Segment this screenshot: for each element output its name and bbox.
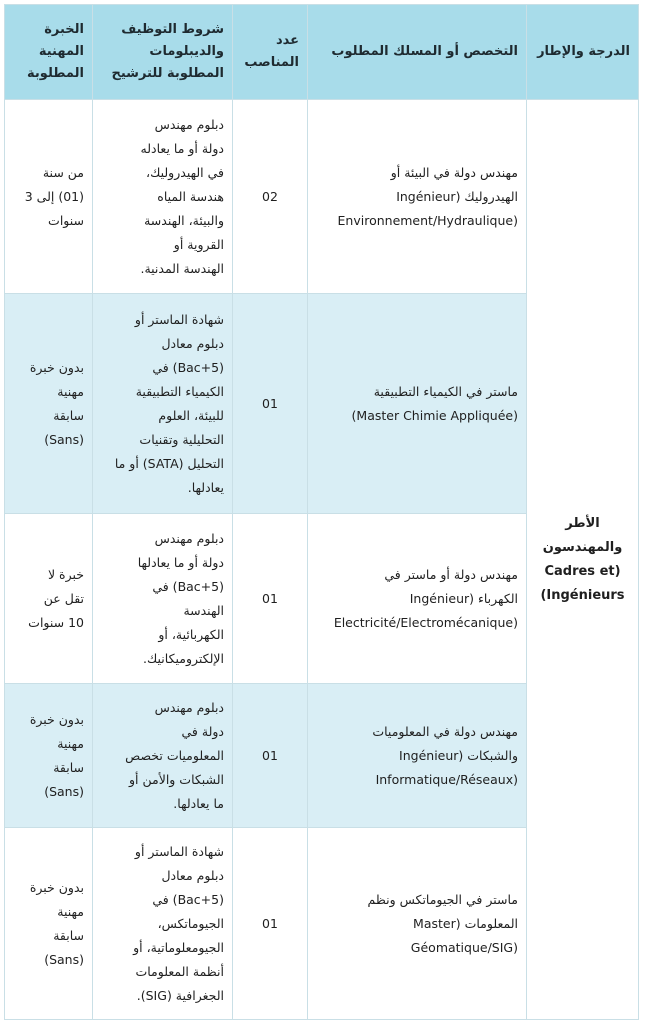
experience-line: خبرة لا <box>47 566 84 582</box>
positions-cell: 01 <box>233 684 308 828</box>
specialty-cell <box>308 514 527 684</box>
experience-line: 10 سنوات <box>28 614 84 630</box>
experience-cell <box>5 684 93 828</box>
positions-cell: 01 <box>233 294 308 514</box>
experience-line: سابقة <box>53 759 84 775</box>
diploma-line: أنظمة المعلومات <box>135 963 224 979</box>
diploma-line: دولة أو ما يعادلها <box>137 554 224 570</box>
header-experience: الخبرة المهنية المطلوبة <box>5 5 93 100</box>
diploma-line: (Bac+5) في <box>152 359 224 375</box>
diploma-line: دولة أو ما يعادله <box>140 140 224 156</box>
diploma-cell <box>93 828 233 1020</box>
diploma-line: التحليل (SATA) أو ما <box>114 455 224 471</box>
specialty-cell <box>308 100 527 294</box>
table-header-row <box>5 5 639 100</box>
diploma-line: ما يعادلها. <box>173 795 224 811</box>
experience-line: سابقة <box>53 927 84 943</box>
grade-line: الأطر <box>565 515 600 531</box>
specialty-cell <box>308 828 527 1020</box>
header-positions: عدد المناصب <box>233 5 308 100</box>
experience-line: (Sans) <box>44 783 84 799</box>
specialty-line: ماستر في الكيمياء التطبيقية <box>373 383 518 399</box>
diploma-line: دبلوم معادل <box>161 335 224 351</box>
header-grade: الدرجة والإطار <box>527 5 639 100</box>
diploma-line: الشبكات والأمن أو <box>129 771 224 787</box>
experience-line: بدون خبرة <box>29 711 84 727</box>
specialty-line: مهندس دولة في المعلوميات <box>372 723 518 739</box>
experience-line: سنوات <box>48 212 84 228</box>
specialty-line: الكهرباء (Ingénieur <box>409 590 518 606</box>
positions-cell: 02 <box>233 100 308 294</box>
specialty-line: والشبكات (Ingénieur <box>399 747 518 763</box>
diploma-line: هندسة المياه <box>157 188 224 204</box>
diploma-line: الجيومعلوماتية، أو <box>133 939 224 955</box>
diploma-line: الكيمياء التطبيقية <box>135 383 224 399</box>
specialty-line: (Informatique/Réseaux <box>375 771 518 787</box>
diploma-line: في الهيدروليك، <box>146 164 224 180</box>
specialty-cell <box>308 684 527 828</box>
experience-line: مهنية <box>57 383 84 399</box>
diploma-line: (Bac+5) في <box>152 578 224 594</box>
diploma-line: دبلوم مهندس <box>154 699 224 715</box>
diploma-cell <box>93 294 233 514</box>
specialty-line: (Electricité/Electromécanique <box>333 614 518 630</box>
diploma-line: دبلوم مهندس <box>154 116 224 132</box>
positions-cell: 01 <box>233 514 308 684</box>
grade-line: والمهندسون <box>542 539 623 555</box>
diploma-line: الهندسة <box>183 602 224 618</box>
specialty-line: مهندس دولة أو ماستر في <box>384 566 518 582</box>
experience-cell <box>5 514 93 684</box>
diploma-line: الهندسة المدنية. <box>140 260 224 276</box>
experience-cell <box>5 294 93 514</box>
positions-table <box>4 4 639 1020</box>
diploma-line: التحليلية وتقنيات <box>139 431 224 447</box>
specialty-line: (Environnement/Hydraulique <box>337 212 518 228</box>
table-row <box>5 100 639 294</box>
specialty-line: المعلومات (Master <box>413 915 518 931</box>
diploma-line: دولة في <box>181 723 224 739</box>
experience-line: سابقة <box>53 407 84 423</box>
diploma-line: الجيوماتكس، <box>157 915 224 931</box>
diploma-line: (Bac+5) في <box>152 891 224 907</box>
experience-line: مهنية <box>57 735 84 751</box>
experience-line: مهنية <box>57 903 84 919</box>
experience-line: بدون خبرة <box>29 879 84 895</box>
diploma-line: للبيئة، العلوم <box>158 407 224 423</box>
diploma-line: الجغرافية (SIG). <box>136 987 224 1003</box>
experience-cell <box>5 100 93 294</box>
specialty-line: الهيدروليك (Ingénieur <box>396 188 518 204</box>
header-diploma: شروط التوظيف والديبلومات المطلوبة للترشيح <box>93 5 233 100</box>
grade-line: Cadres et) <box>544 563 621 579</box>
specialty-line: ماستر في الجيوماتكس ونظم <box>367 891 518 907</box>
diploma-line: والبيئة، الهندسة <box>144 212 224 228</box>
diploma-line: دبلوم معادل <box>161 867 224 883</box>
diploma-line: شهادة الماستر أو <box>134 843 224 859</box>
experience-line: بدون خبرة <box>29 359 84 375</box>
diploma-cell <box>93 514 233 684</box>
diploma-line: الكهربائية، أو <box>158 626 224 642</box>
diploma-line: المعلوميات تخصص <box>125 747 224 763</box>
diploma-cell <box>93 100 233 294</box>
diploma-line: القروية أو <box>173 236 224 252</box>
experience-line: تقل عن <box>43 590 84 606</box>
experience-line: (Sans) <box>44 431 84 447</box>
header-specialty: التخصص أو المسلك المطلوب <box>308 5 527 100</box>
grade-line: (Ingénieurs <box>540 587 625 603</box>
experience-line: (01) إلى 3 <box>24 188 84 204</box>
diploma-line: يعادلها. <box>187 479 224 495</box>
specialty-line: مهندس دولة في البيئة أو <box>390 164 518 180</box>
experience-line: من سنة <box>42 164 84 180</box>
grade-cell <box>527 100 639 1020</box>
diploma-line: دبلوم مهندس <box>154 530 224 546</box>
experience-line: (Sans) <box>44 951 84 967</box>
specialty-line: (Master Chimie Appliquée) <box>351 407 518 423</box>
diploma-cell <box>93 684 233 828</box>
diploma-line: الإلكتروميكانيك. <box>143 650 224 666</box>
specialty-line: (Géomatique/SIG <box>410 939 518 955</box>
positions-cell: 01 <box>233 828 308 1020</box>
specialty-cell <box>308 294 527 514</box>
experience-cell <box>5 828 93 1020</box>
diploma-line: شهادة الماستر أو <box>134 311 224 327</box>
